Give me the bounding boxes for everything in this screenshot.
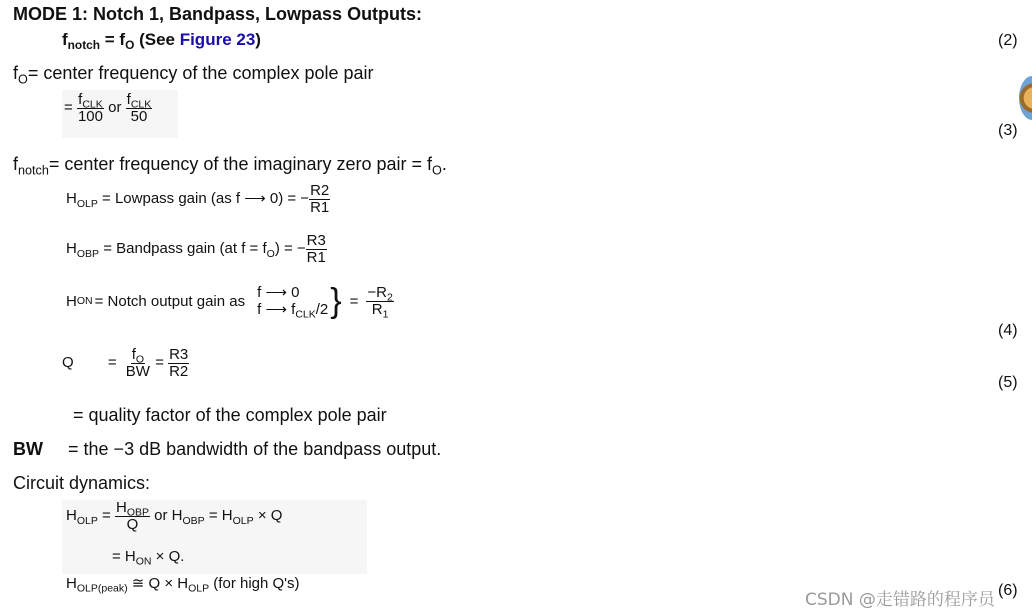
dyn3-rest: (for high Q's) (209, 575, 300, 592)
hon-line: H ON = Notch output gain as f ⟶ 0 f ⟶ $f_{CLK}/2$ } = $\frac{-R_2}{R_1}$ (66, 282, 393, 321)
hobp-text2: ) = − (274, 240, 306, 258)
dyn3-sub2: OLP (188, 582, 210, 595)
eq3-num2-sub: CLK (130, 98, 152, 111)
dyn2-rest: × Q. (151, 548, 185, 565)
q-equals-2: = (155, 354, 164, 372)
eq2-sub: notch (67, 38, 101, 53)
q-num1-sub: O (135, 353, 145, 366)
eq2-f: f (62, 30, 68, 49)
hon-cond-2-sub: CLK (295, 308, 316, 321)
hon-cond-2 (257, 301, 329, 321)
q-fraction-1 (125, 347, 151, 380)
hon-num-sub: 2 (386, 291, 393, 304)
dyn-line-2 (112, 548, 185, 568)
hobp-sub2: O (266, 247, 275, 260)
hon-den: R (371, 300, 383, 318)
dyn1-den: Q (126, 515, 139, 533)
q-den1: BW (125, 362, 150, 380)
dyn1-rest2: × Q (253, 507, 283, 525)
hobp-text: = Bandpass gain (at f = f (99, 240, 267, 258)
dyn3-text: ≅ Q × H (127, 575, 189, 592)
holp-fraction (309, 183, 330, 216)
eq2-number: (2) (998, 32, 1018, 49)
dyn1-fraction (115, 500, 150, 533)
eq3-num1: f (78, 91, 83, 108)
dyn2-sub: ON (135, 555, 152, 568)
fo-sub: O (18, 72, 28, 87)
heading-text: MODE 1: Notch 1, Bandpass, Lowpass Outputs: (13, 4, 423, 24)
hon-conditions (257, 284, 328, 319)
eq3-number: (3) (998, 122, 1018, 139)
floating-avatar[interactable] (1019, 76, 1032, 120)
q-num2: R3 (169, 346, 189, 363)
csdn-watermark: CSDN @走错路的程序员 (805, 590, 995, 610)
hobp-num: R3 (306, 232, 326, 249)
hobp-fraction (306, 233, 327, 266)
q-definition: = quality factor of the complex pole pair (73, 405, 387, 425)
eq4-number: (4) (998, 322, 1018, 339)
dyn1-or-sub: OBP (182, 514, 205, 527)
fo-text: = center frequency of the complex pole pair (27, 63, 374, 83)
hon-h: H (66, 292, 77, 310)
q-num1: f (131, 346, 136, 363)
hon-den-sub: 1 (382, 308, 389, 321)
eq2-close: ) (255, 30, 261, 49)
q-symbol: Q (62, 354, 74, 372)
eq3-or: or (108, 99, 122, 117)
dyn-line-1 (66, 500, 282, 533)
fo-definition (13, 63, 374, 87)
dyn1-eq: = (97, 507, 115, 525)
bw-definition (13, 439, 441, 460)
fnotch-text: = center frequency of the imaginary zero pair = f (48, 154, 433, 174)
dyn2-text: = H (112, 548, 136, 565)
fnotch-sub: notch (18, 163, 49, 178)
hobp-den: R1 (306, 248, 326, 266)
dyn1-h: H (66, 507, 77, 525)
hobp-h: H (66, 240, 77, 258)
holp-num: R2 (310, 182, 330, 199)
eq6-number: (6) (998, 582, 1018, 599)
q-line (62, 347, 189, 380)
fo-f: f (13, 63, 19, 83)
holp-h: H (66, 190, 77, 208)
q-fraction-2 (168, 347, 189, 380)
dyn3-h: H (66, 575, 77, 592)
holp-sub: OLP (76, 197, 98, 210)
figure-23-link[interactable]: Figure 23 (179, 30, 256, 49)
bw-label: BW (13, 439, 43, 459)
fnotch-end: . (441, 154, 447, 174)
hobp-line (66, 233, 327, 266)
hon-num: −R (367, 284, 387, 301)
holp-line (66, 183, 330, 216)
dyn3-sub: OLP(peak) (76, 582, 128, 595)
eq3-num1-sub: CLK (82, 98, 103, 111)
hon-cond-2a: f ⟶ f (257, 301, 296, 319)
eq3-den2: 50 (130, 107, 148, 125)
dyn1-sub: OLP (76, 514, 98, 527)
eq2-see: (See (134, 30, 180, 49)
eq3-equals: = (64, 99, 73, 117)
hon-brace: } (330, 282, 342, 321)
eq3-fraction-1 (77, 92, 104, 125)
hon-cond-1: f ⟶ 0 (257, 284, 300, 301)
equation-2 (62, 30, 261, 53)
q-equals-1: = (107, 354, 117, 372)
dyn-line-3 (66, 574, 300, 595)
hon-text: = Notch output gain as (94, 292, 246, 310)
eq2-sub-o: O (125, 38, 135, 53)
hon-equals: = (349, 292, 359, 310)
eq2-equals: = f (100, 30, 126, 49)
section-heading (13, 4, 422, 25)
eq3-fraction-2 (126, 92, 153, 125)
fnotch-f: f (13, 154, 19, 174)
fnotch-definition (13, 154, 447, 178)
hobp-sub: OBP (76, 247, 100, 260)
dyn1-rest-sub: OLP (232, 514, 254, 527)
circuit-dynamics-label: Circuit dynamics: (13, 473, 151, 493)
dyn1-num-sub: OBP (126, 506, 149, 519)
hon-cond-2b: /2 (315, 301, 329, 319)
equation-3 (64, 92, 152, 125)
holp-text: = Lowpass gain (as f ⟶ 0) = − (97, 190, 310, 208)
q-den2: R2 (169, 362, 189, 380)
eq3-den1: 100 (77, 107, 103, 125)
eq3-num2: f (126, 91, 131, 108)
holp-den: R1 (310, 198, 330, 216)
hon-fraction (366, 284, 393, 321)
dyn1-num: H (115, 499, 127, 516)
dyn1-rest: = H (204, 507, 233, 525)
fnotch-sub2: O (432, 163, 442, 178)
dyn1-or: or H (150, 507, 183, 525)
bw-text: = the −3 dB bandwidth of the bandpass output. (68, 439, 442, 459)
eq5-number: (5) (998, 374, 1018, 391)
